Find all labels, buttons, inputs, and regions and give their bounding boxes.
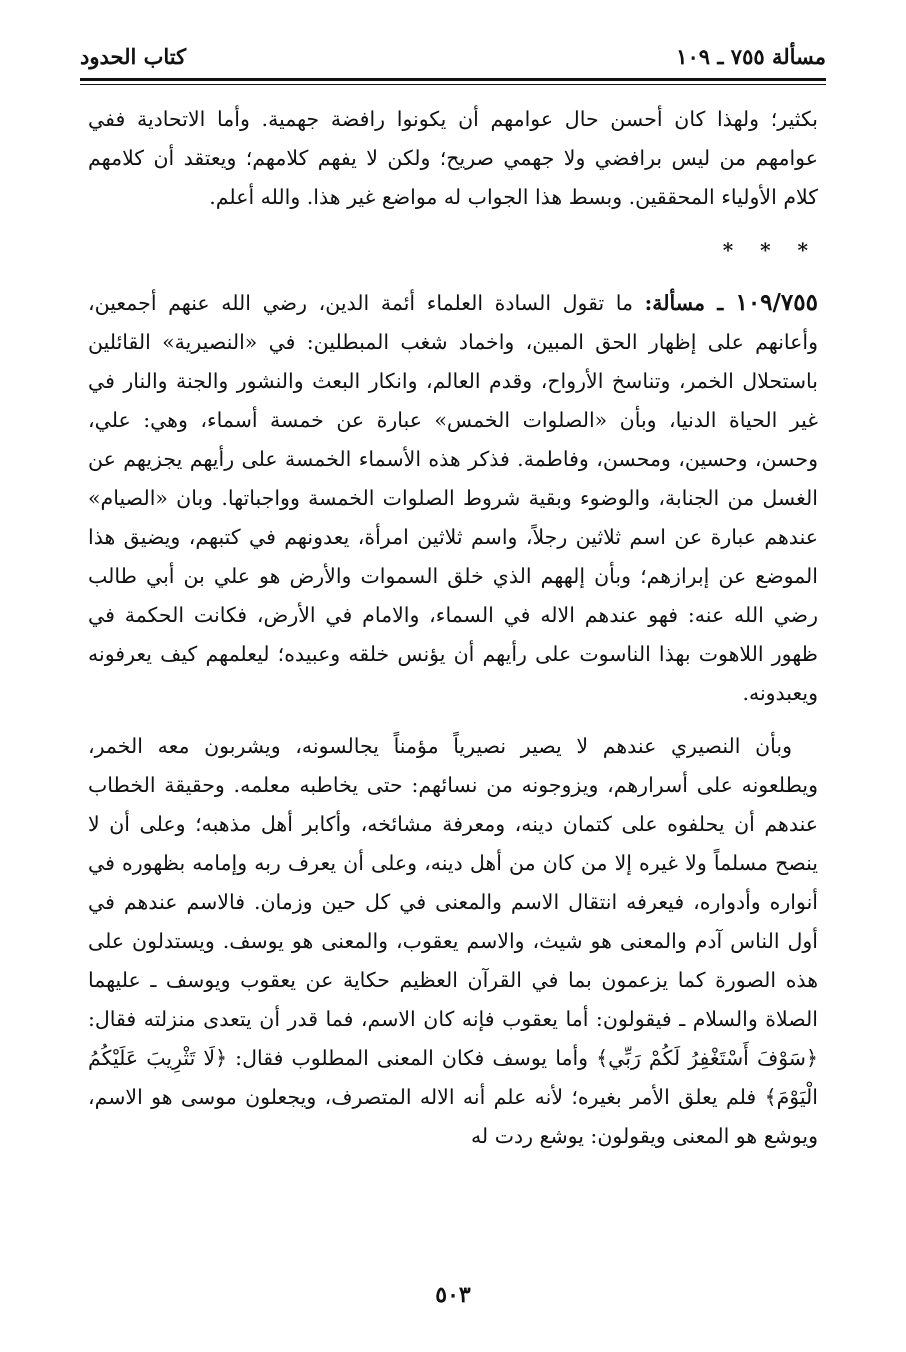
section-separator: * * * xyxy=(722,238,818,262)
question-paragraph xyxy=(88,283,818,713)
question-dash: ـ xyxy=(704,291,736,315)
header-rule-thin xyxy=(80,84,826,85)
second-paragraph-middle: وأما يوسف فكان المعنى المطلوب فقال: xyxy=(227,1046,597,1070)
running-header xyxy=(80,36,826,76)
second-paragraph xyxy=(88,727,818,1156)
question-label: مسألة: xyxy=(644,291,705,315)
header-rule-thick xyxy=(80,78,826,81)
header-section-reference: مسألة ٧٥٥ ـ ١٠٩ xyxy=(676,43,826,69)
paragraph-gap xyxy=(88,713,818,727)
opening-paragraph: بكثير؛ ولهذا كان أحسن حال عوامهم أن يكونوا رافضة جهمية. وأما الاتحادية ففي عوامهم من ليس برافضي ولا جهمي صريح؛ ولكن لا يفهم كلامهم؛ ويعتقد أن كلامهم كلام الأولياء المحققين. وبسط هذا الجواب له مواضع غير هذا. والله أعلم. xyxy=(88,107,818,209)
page-body xyxy=(88,100,818,1156)
page-number: ٥٠٣ xyxy=(435,1282,471,1308)
second-paragraph-start: وبأن النصيري عندهم لا يصير نصيرياً مؤمناً يجالسونه، ويشربون معه الخمر، ويطلعونه على أسرارهم، ويزوجونه من نسائهم: حتى يخاطبه معلمه. وحقيقة الخطاب عندهم أن يحلفوه على كتمان دينه، ومعرفة مشائخه، وأكابر أهل مذهبه؛ وعلى أن لا ينصح مسلماً ولا غيره إلا من كان من أهل دينه، وعلى أن يعرف ربه وإمامه بظهوره في أنواره وأدواره، فيعرفه انتقال الاسم والمعنى في كل حين وزمان. فالاسم عندهم في أول الناس آدم والمعنى هو شيث، والاسم يعقوب، والمعنى هو يوسف. ويستدلون على هذه الصورة كما يزعمون بما في القرآن العظيم حكاية عن يعقوب ويوسف ـ عليهما الصلاة والسلام ـ فيقولون: أما يعقوب فإنه كان الاسم، فما قدر أن يتعدى منزلته فقال: xyxy=(88,734,818,1031)
header-book-title: كتاب الحدود xyxy=(80,43,187,69)
question-text: ما تقول السادة العلماء أئمة الدين، رضي الله عنهم أجمعين، وأعانهم على إظهار الحق المبين، واخماد شغب المبطلين: في «النصيرية» القائلين باستحلال الخمر، وتناسخ الأرواح، وقدم العالم، وانكار البعث والنشور والجنة والنار في غير الحياة الدنيا، وبأن «الصلوات الخمس» عبارة عن خمسة أسماء، وهي: علي، وحسن، وحسين، ومحسن، وفاطمة. فذكر هذه الأسماء الخمسة على رأيهم يجزيهم عن الغسل من الجنابة، والوضوء وبقية شروط الصلوات الخمسة وواجباتها. وبان «الصيام» عندهم عبارة عن اسم ثلاثين رجلاً، واسم ثلاثين امرأة، يعدونهم في كتبهم، ويضيق هذا الموضع عن إبرازهم؛ وبأن إلههم الذي خلق السموات والأرض هو علي بن أبي طالب رضي الله عنه: فهو عندهم الاله في السماء، والامام في الأرض، فكانت الحكمة في ظهور اللاهوت بهذا الناسوت على رأيهم أن يؤنس خلقه وعبيده؛ ليعلمهم كيف يعرفونه ويعبدونه. xyxy=(88,291,818,705)
quran-verse-one: ﴿سَوْفَ أَسْتَغْفِرُ لَكُمْ رَبِّي﴾ xyxy=(596,1046,818,1070)
quran-verse-two: ﴿لَا تَثْرِيبَ عَلَيْكُمُ الْيَوْمَ﴾ xyxy=(88,1046,818,1109)
second-paragraph-end: فلم يعلق الأمر بغيره؛ لأنه علم أنه الاله المتصرف، ويجعلون موسى هو الاسم، ويوشع هو المعنى ويقولون: يوشع ردت له xyxy=(88,1085,818,1148)
question-number: ١٠٩/٧٥٥ xyxy=(735,289,818,316)
